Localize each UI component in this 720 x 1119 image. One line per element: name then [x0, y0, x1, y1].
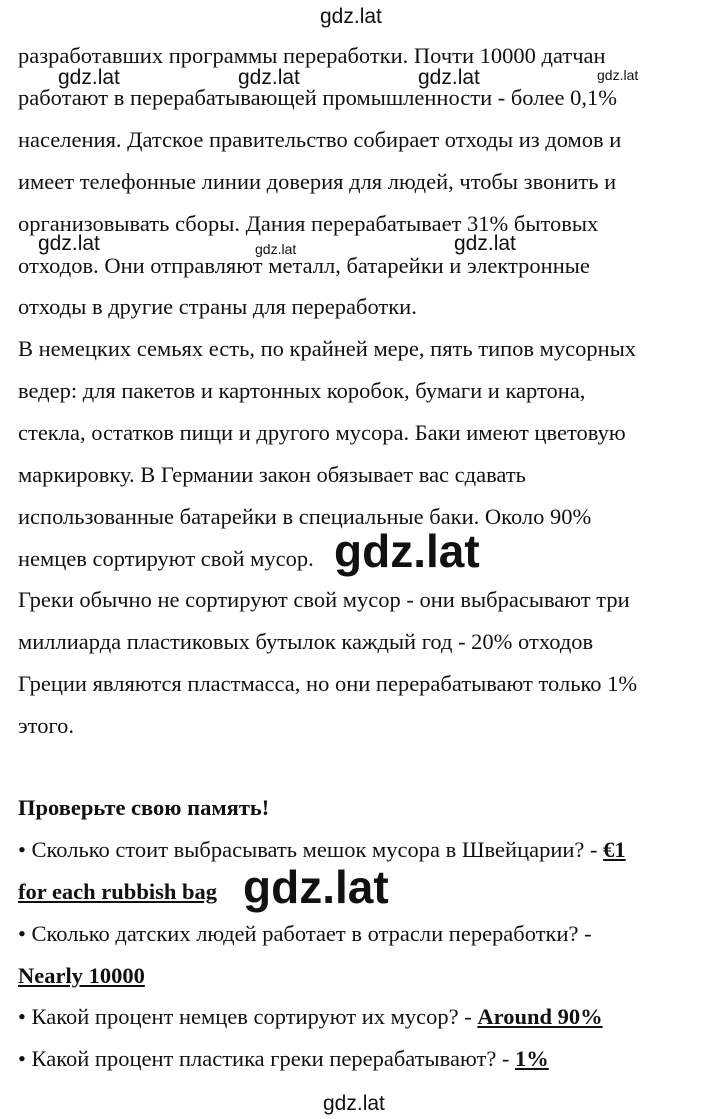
watermark: gdz.lat — [597, 67, 639, 83]
quiz-question-4 — [18, 1045, 549, 1073]
watermark: gdz.lat — [418, 66, 480, 89]
quiz-question-1 — [18, 836, 626, 864]
text-line: использованные батарейки в специальные баки. Около 90% — [18, 504, 592, 529]
text-line: отходов. Они отправляют металл, батарейки и электронные — [18, 253, 590, 278]
answer-text: for each rubbish bag — [18, 879, 217, 904]
watermark: gdz.lat — [243, 861, 389, 913]
text-line: Греции являются пластмасса, но они перерабатывают только 1% — [18, 671, 638, 696]
watermark: gdz.lat — [320, 5, 382, 28]
text-line: населения. Датское правительство собирает отходы из домов и — [18, 127, 622, 152]
text-line: стекла, остатков пищи и другого мусора. Баки имеют цветовую — [18, 420, 626, 445]
answer-text: 1% — [515, 1046, 549, 1071]
watermark: gdz.lat — [238, 66, 300, 89]
watermark: gdz.lat — [334, 525, 480, 577]
text-line: Греки обычно не сортируют свой мусор - они выбрасывают три — [18, 587, 630, 612]
answer-text: €1 — [603, 837, 626, 862]
answer-text: Around 90% — [477, 1004, 603, 1029]
watermark: gdz.lat — [255, 241, 297, 257]
text-line: организовывать сборы. Дания перерабатывает 31% бытовых — [18, 211, 599, 236]
text-line: маркировку. В Германии закон обязывает вас сдавать — [18, 462, 526, 487]
watermark: gdz.lat — [38, 232, 100, 255]
watermark: gdz.lat — [323, 1092, 385, 1115]
text-line: имеет телефонные линии доверия для людей, чтобы звонить и — [18, 169, 617, 194]
quiz-question-2: • Сколько датских людей работает в отрасли переработки? - — [18, 921, 592, 946]
text-line: этого. — [18, 713, 74, 738]
text-line: разработавших программы переработки. Почти 10000 датчан — [18, 43, 606, 68]
quiz-answer-2 — [18, 962, 145, 990]
text-line: отходы в другие страны для переработки. — [18, 294, 417, 319]
text-line: В немецких семьях есть, по крайней мере, пять типов мусорных — [18, 336, 637, 361]
text-line: миллиарда пластиковых бутылок каждый год - 20% отходов — [18, 629, 594, 654]
quiz-answer-1-continued — [18, 878, 217, 906]
answer-text: Nearly 10000 — [18, 963, 145, 988]
watermark: gdz.lat — [58, 66, 120, 89]
text-line: работают в перерабатывающей промышленности - более 0,1% — [18, 85, 617, 110]
question-text: • Какой процент немцев сортируют их мусор? - — [18, 1004, 478, 1029]
question-text: • Сколько стоит выбрасывать мешок мусора в Швейцарии? - — [18, 837, 604, 862]
quiz-heading: Проверьте свою память! — [18, 795, 270, 820]
text-line: ведер: для пакетов и картонных коробок, бумаги и картона, — [18, 378, 586, 403]
watermark: gdz.lat — [454, 232, 516, 255]
question-text: • Какой процент пластика греки перерабатывают? - — [18, 1046, 516, 1071]
quiz-question-3 — [18, 1003, 603, 1031]
text-line: немцев сортируют свой мусор. — [18, 546, 314, 571]
